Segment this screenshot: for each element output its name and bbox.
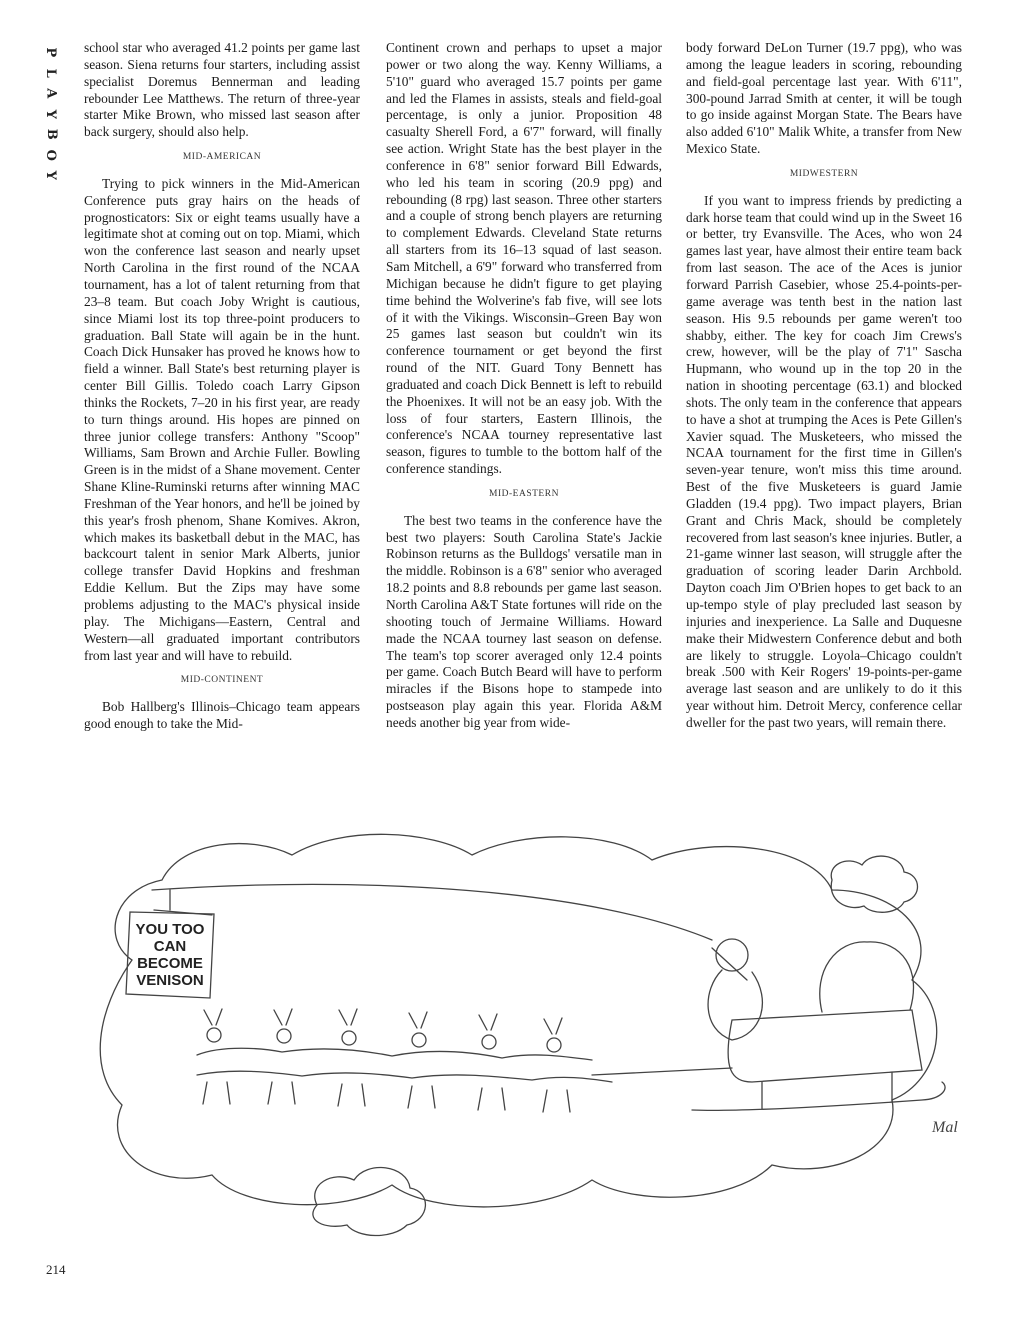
- cloud-outline: [100, 834, 936, 1207]
- side-letter: Y: [43, 109, 59, 119]
- paragraph: If you want to impress friends by predicting a dark horse team that could wind up in the Sweet 16 or better, try Evansville. The Aces, who won 24 games last year, have almost their entire team back from last season. The ace of the Aces is junior forward Parrish Casebier, whose 25.4-points-per-game average was tenth best in the nation last season. His 9.5 rebounds per game weren't too shabby, either. The key for coach Jim Crews's crew, however, will be the play of 7'1" Sascha Hupmann, who wound up in the top 20 in the nation in shooting percentage (63.1) and blocked shots. The only team in the conference that appears to have a shot at trumping the Aces is Pete Gillen's Xavier squad. The Musketeers, who missed the NCAA tournament for the first time in Gillen's seven-year tenure, won't miss this time around. Best of the five Musketeers is guard Jamie Gladden (19.4 ppg). Two impact players, Brian Grant and Chris Mack, should be completely recovered from last season's knee injuries. Butler, a 21-game winner last season, will struggle after the graduation of scoring leader Darin Archbold. Dayton coach Jim O'Brien hopes to get back to an up-tempo style of play precluded last season by injuries and inexperience. La Salle and Duquesne make their Midwestern Conference debut and both are likely to struggle. Loyola–Chicago couldn't break .500 with Keir Rogers' 19-points-per-game average last season and are unlikely to do it this year without him. Detroit Mercy, conference cellar dweller for the past two years, will remain there.: [686, 192, 962, 730]
- reindeer-team: [197, 1009, 612, 1112]
- side-letter: L: [43, 68, 59, 78]
- paragraph: school star who averaged 41.2 points per game last season. Siena returns four starters, including assist specialist Doremus Bennerman and leading rebounder Lee Matthews. The return of three-year starter Mike Brown, who missed last season after back surgery, should also help.: [84, 40, 360, 140]
- side-letter: B: [43, 128, 59, 140]
- side-letter: Y: [43, 170, 59, 180]
- fishing-pole: [152, 884, 712, 940]
- paragraph: Continent crown and perhaps to upset a major power or two along the way. Kenny Williams, a 5'10" guard who averaged 15.7 points per game and led the Flames in assists, steals and field-goal percentage, is only a junior. Proposition 48 casualty Sherell Ford, a 6'7" forward, will finally see action. Wright State has the best player in the conference in 6'8" senior forward Bill Edwards, who led his team in scoring (20.9 ppg) and rebounding (8 rpg) last season. Three other starters and a couple of strong bench players are returning to complement Edwards. Cleveland State returns all starters from its 16–13 squad of last season. Sam Mitchell, a 6'9" forward who transferred from Michigan because he didn't figure to get playing time behind the Wolverine's fab five, will see lots of it with the Vikings. Wisconsin–Green Bay won 25 games last season but couldn't win its conference tournament or get beyond the first round of the NIT. Guard Tony Bennett has graduated and coach Dick Bennett is left to rebuild the Phoenixes. It will not be an easy job. With the loss of four starters, Eastern Illinois, the conference's NCAA tourney representative last season, figures to tumble to the bottom half of the conference standings.: [386, 40, 662, 477]
- section-heading: MID-EASTERN: [489, 488, 559, 499]
- harness-line: [592, 1068, 732, 1075]
- cartoonist-signature: Mal: [932, 1119, 958, 1136]
- magazine-side-label: [38, 42, 62, 186]
- sign-text: BECOME: [137, 955, 203, 972]
- sign-text: CAN: [153, 938, 187, 955]
- santa-body: [708, 970, 762, 1040]
- paragraph: body forward DeLon Turner (19.7 ppg), who was among the league leaders in scoring, rebounding and field-goal percentage last year. With 6'11", 300-pound Jarrad Smith at center, it will be tough to go inside against Morgan State. The Bears have also added 6'10" Malik White, a transfer from New Mexico State.: [686, 40, 962, 157]
- sleigh: [728, 1010, 922, 1082]
- sleigh-runner: [692, 1082, 945, 1110]
- side-letter: A: [43, 88, 59, 99]
- small-cloud-icon: [831, 856, 917, 912]
- paragraph: The best two teams in the conference have the best two players: South Carolina State's Jackie Robinson returns as the Bulldogs' versatile man in the middle. Robinson is a 6'8" senior who averaged 18.2 points and 8.8 rebounds per game last season. North Carolina A&T State fortunes will ride on the shooting touch of Jermaine Williams. Howard made the NCAA tourney last season on defense. The team's top scorer averaged only 12.4 points per game. Coach Butch Beard will have to perform miracles if the Bisons hope to stampede into postseason play again this year. Florida A&M needs another big year from wide-: [386, 512, 662, 730]
- section-heading: MID-CONTINENT: [180, 675, 264, 686]
- sign-text: YOU TOO: [135, 921, 205, 938]
- article-column-2: [386, 40, 662, 732]
- side-letter: P: [43, 47, 59, 58]
- sign-text: VENISON: [136, 972, 204, 989]
- page-number: 214: [46, 1262, 66, 1277]
- paragraph: Bob Hallberg's Illinois–Chicago team appears good enough to take the Mid-: [84, 699, 360, 732]
- toy-sack: [820, 942, 914, 1012]
- article-column-3: [686, 40, 962, 732]
- section-heading: MID-AMERICAN: [182, 152, 262, 163]
- paragraph: Trying to pick winners in the Mid-American Conference puts gray hairs on the heads of prognosticators: Six or eight teams usually have a legitimate shot at coming out on top. Miami, which won the conference last season and nearly upset North Carolina in the first round of the NCAA tournament, has a lot of talent returning from that 23–8 team. But coach Joby Wright is cautious, since Miami lost its top three-point producers to graduation. Ball State will again be in the hunt. Coach Dick Hunsaker has proved he knows how to field a winner. Ball State's best returning player is center Bill Gillis. Toledo coach Larry Gipson thinks the Rockets, 7–20 in his first year, are ready to turn things around. His hopes are pinned on three junior college transfers: Anthony "Scoop" Williams, Sam Brown and Archie Fuller. Bowling Green is in the midst of a Shane movement. Center Shane Kline-Ruminski returns after winning MAC Freshman of the Year honors, and he'll be joined by this year's frosh phenom, Shane Komives. Akron, which makes its basketball debut in the MAC, has backcourt talent in senior Mark Alberts, junior college transfer David Hopkins and freshman Eddie Kellum. But the Zips may have some problems adjusting to the MAC's physical inside play. The Michigans—Eastern, Central and Western—all graduated important contributors from last year and will have to rebuild.: [84, 175, 360, 663]
- section-heading: MIDWESTERN: [789, 168, 859, 179]
- santa-sleigh-cartoon: [92, 820, 972, 1240]
- small-cloud-icon: [313, 1168, 426, 1236]
- side-letter: O: [43, 149, 59, 161]
- article-column-1: [84, 40, 360, 733]
